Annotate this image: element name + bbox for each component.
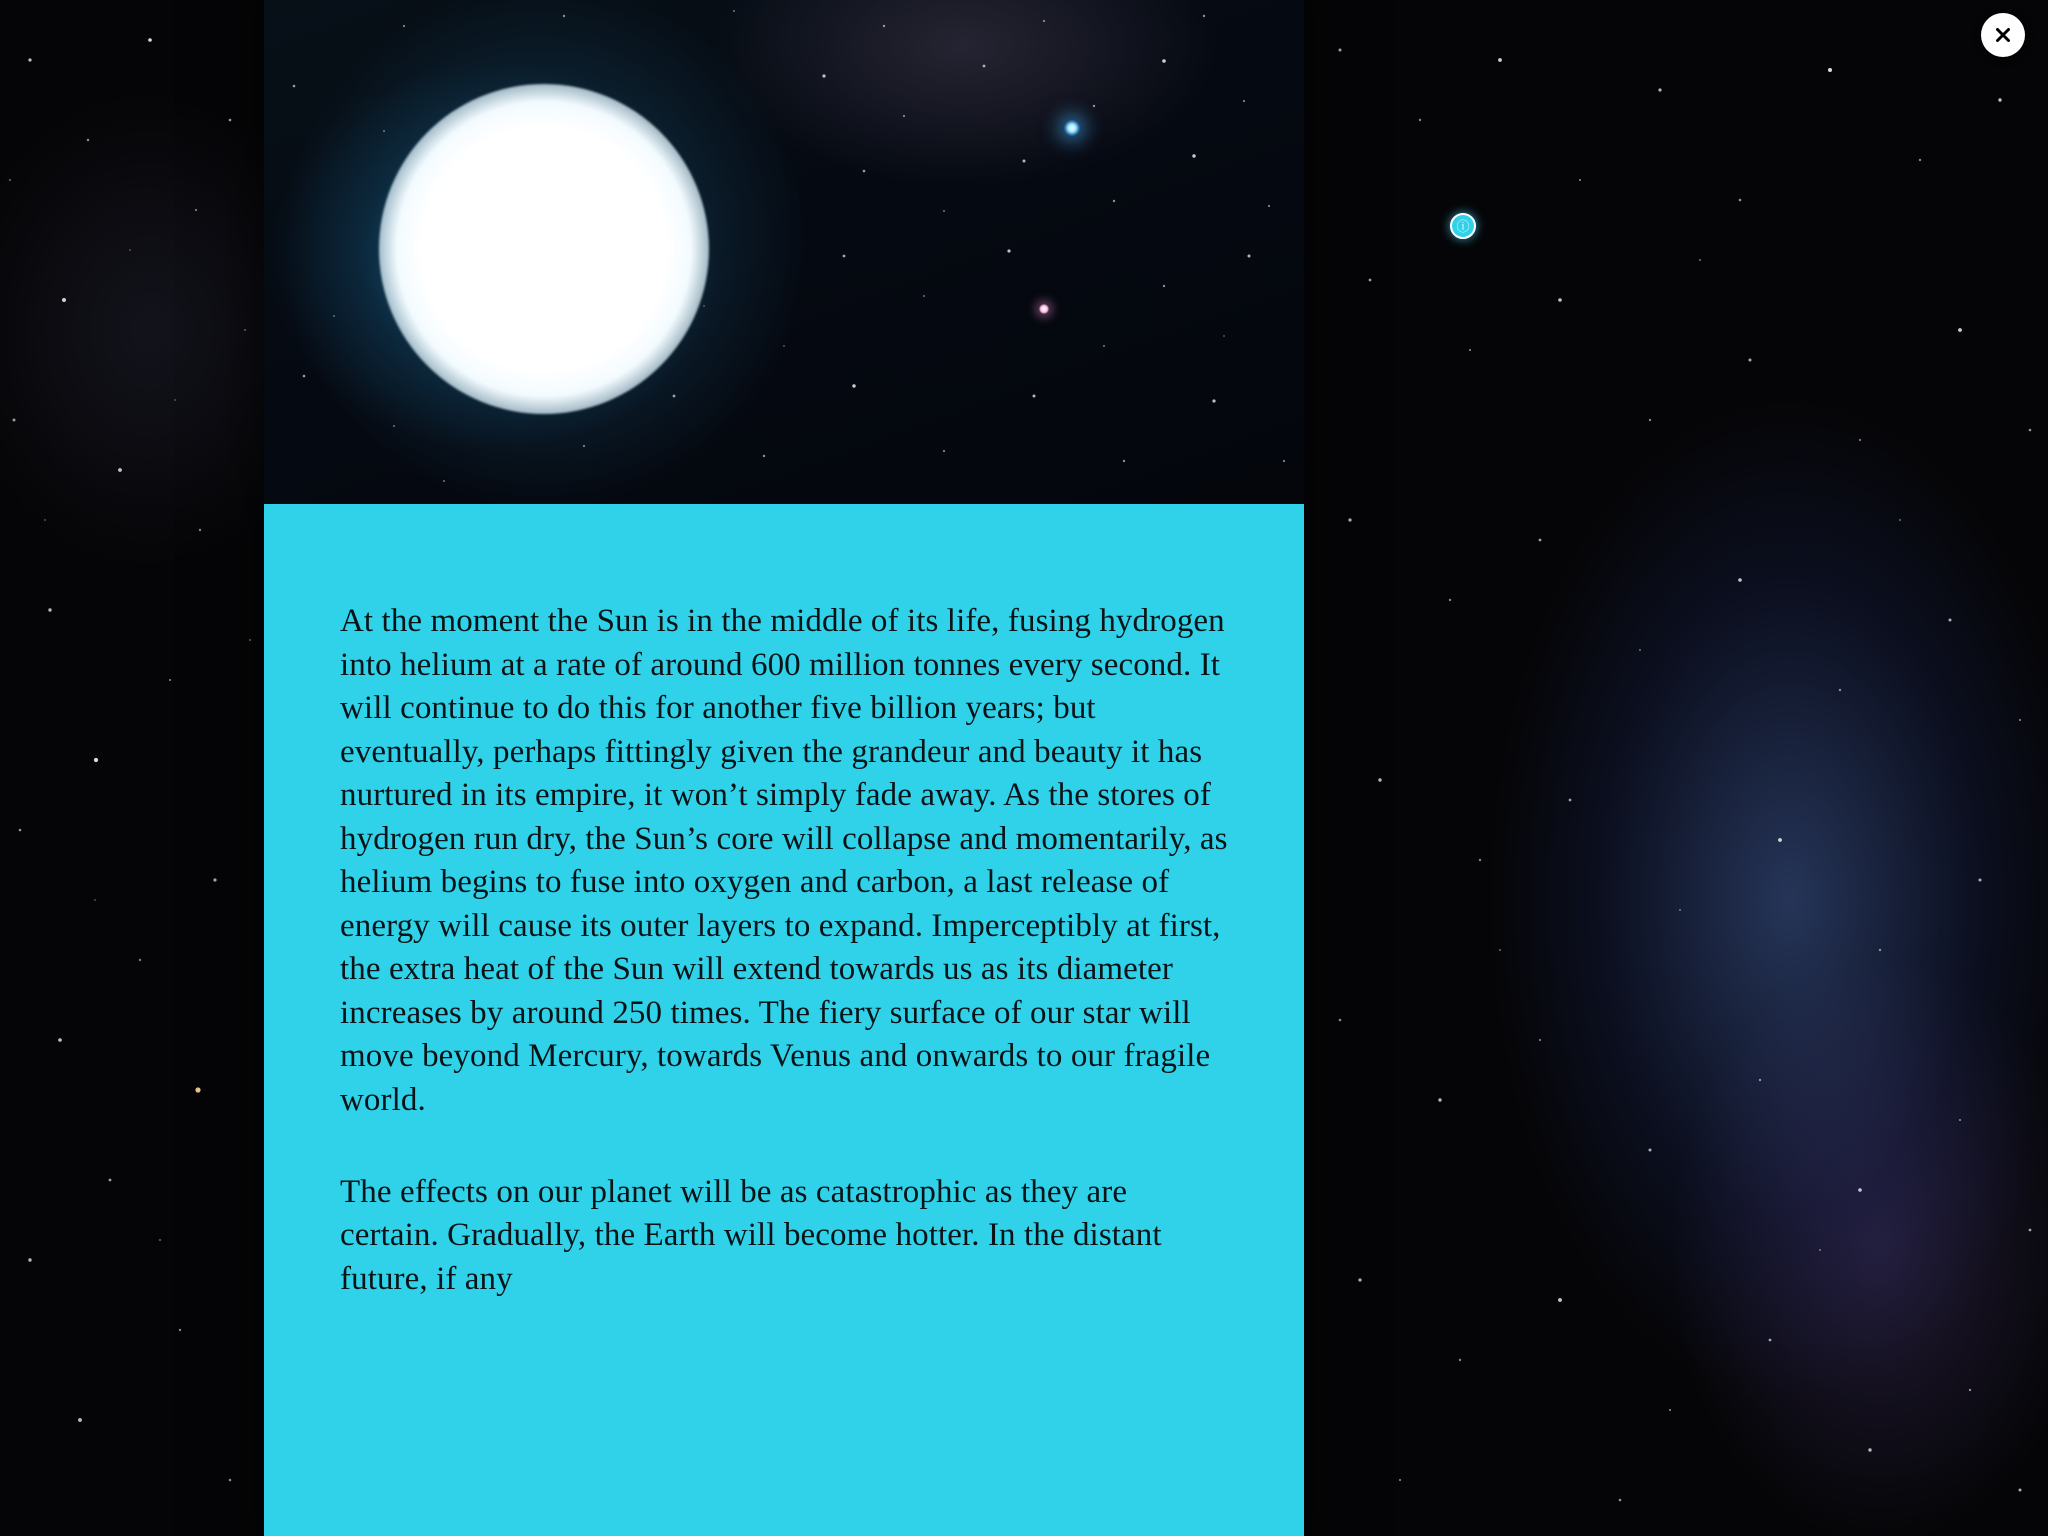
article-paragraph: The effects on our planet will be as catastrophic as they are certain. Gradually, the Earth will become hotter. In the distant future, if any: [340, 1173, 1162, 1297]
info-badge[interactable]: [1450, 213, 1476, 239]
hero-image: [264, 0, 1304, 504]
info-icon: ⓘ: [1456, 218, 1470, 234]
close-button[interactable]: [1981, 13, 2025, 57]
pink-star-icon: [1039, 304, 1049, 314]
article-paragraph: At the moment the Sun is in the middle of its life, fusing hydrogen into helium at a rate of around 600 million tonnes every second. It will continue to do this for another five billion years; but eventually, perhaps fittingly given the grandeur and beauty it has nurtured in its empire, it won’t simply fade away. As the stores of hydrogen run dry, the Sun’s core will collapse and momentarily, as helium begins to fuse into oxygen and carbon, a last release of energy will cause its outer layers to expand. Imperceptibly at first, the extra heat of the Sun will extend towards us as its diameter increases by around 250 times. The fiery surface of our star will move beyond Mercury, towards Venus and onwards to our fragile world.: [340, 603, 1228, 1119]
sun-star-icon: [379, 84, 709, 414]
blue-star-icon: [1064, 120, 1080, 136]
article-text: [264, 504, 1304, 1389]
article-sheet: [264, 0, 1304, 1536]
close-icon: [1990, 22, 2016, 48]
